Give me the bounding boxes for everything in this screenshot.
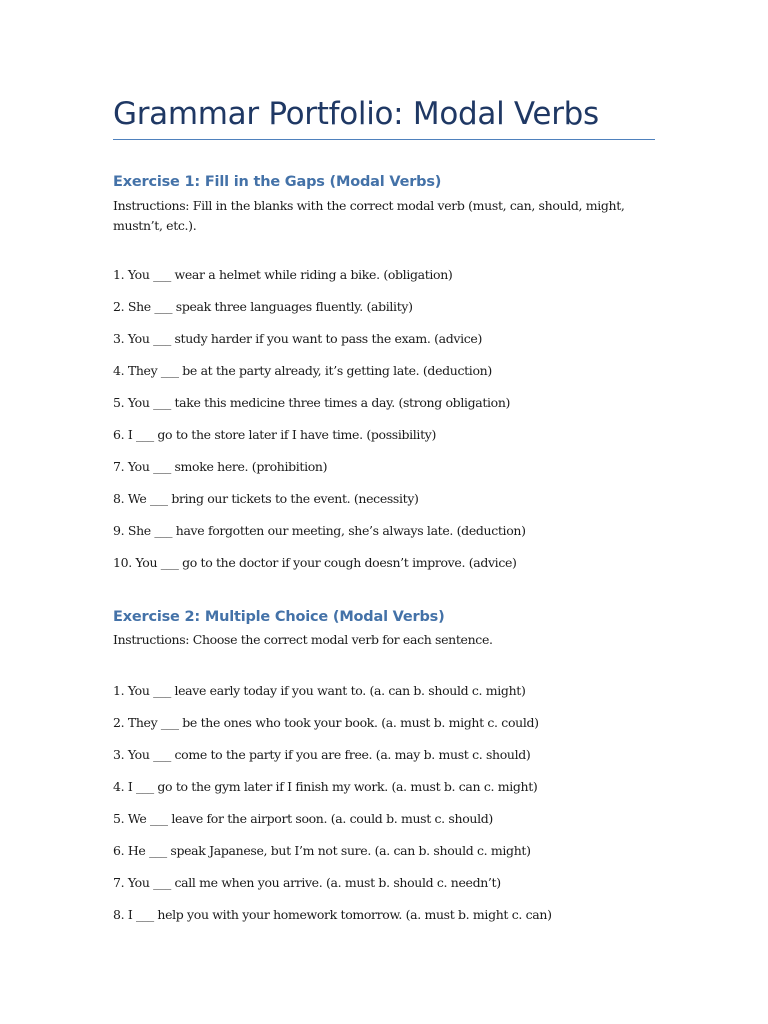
exercise-1-question: 5. You ___ take this medicine three times a day. (strong obligation) — [113, 395, 511, 410]
exercise-1-heading: Exercise 1: Fill in the Gaps (Modal Verbs) — [113, 174, 442, 190]
exercise-1-question: 2. She ___ speak three languages fluently. (ability) — [113, 299, 413, 314]
exercise-2-question: 7. You ___ call me when you arrive. (a. must b. should c. needn’t) — [113, 875, 501, 890]
title-underline — [113, 139, 655, 140]
exercise-1-instructions: Instructions: Fill in the blanks with the correct modal verb (must, can, should, might, mustn’t, etc.). — [113, 198, 625, 233]
exercise-1-question: 6. I ___ go to the store later if I have time. (possibility) — [113, 427, 436, 442]
document-title: Grammar Portfolio: Modal Verbs — [113, 96, 599, 132]
exercise-2-question: 3. You ___ come to the party if you are free. (a. may b. must c. should) — [113, 747, 531, 762]
exercise-2-question: 2. They ___ be the ones who took your book. (a. must b. might c. could) — [113, 715, 539, 730]
exercise-2-heading: Exercise 2: Multiple Choice (Modal Verbs) — [113, 609, 445, 625]
exercise-1-question: 3. You ___ study harder if you want to pass the exam. (advice) — [113, 331, 482, 346]
exercise-1-question: 4. They ___ be at the party already, it’s getting late. (deduction) — [113, 363, 492, 378]
exercise-1-question: 10. You ___ go to the doctor if your cough doesn’t improve. (advice) — [113, 555, 517, 570]
exercise-2-question: 8. I ___ help you with your homework tomorrow. (a. must b. might c. can) — [113, 907, 552, 922]
exercise-1-question: 7. You ___ smoke here. (prohibition) — [113, 459, 328, 474]
exercise-2-question: 6. He ___ speak Japanese, but I’m not sure. (a. can b. should c. might) — [113, 843, 531, 858]
exercise-1-question: 8. We ___ bring our tickets to the event. (necessity) — [113, 491, 419, 506]
exercise-2-question: 4. I ___ go to the gym later if I finish my work. (a. must b. can c. might) — [113, 779, 538, 794]
exercise-2-question: 5. We ___ leave for the airport soon. (a. could b. must c. should) — [113, 811, 493, 826]
exercise-2-instructions: Instructions: Choose the correct modal verb for each sentence. — [113, 632, 493, 647]
exercise-2-question: 1. You ___ leave early today if you want to. (a. can b. should c. might) — [113, 683, 526, 698]
exercise-1-question: 9. She ___ have forgotten our meeting, she’s always late. (deduction) — [113, 523, 526, 538]
exercise-1-question: 1. You ___ wear a helmet while riding a bike. (obligation) — [113, 267, 453, 282]
